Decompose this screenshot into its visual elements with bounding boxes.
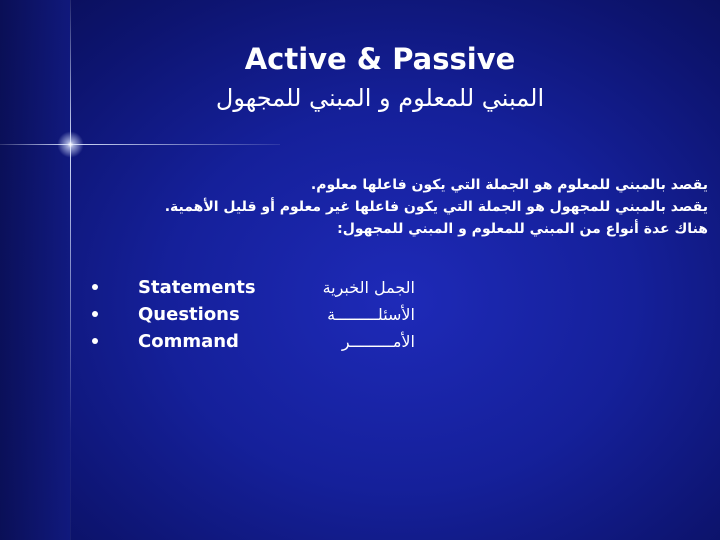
decorative-vertical-line	[70, 0, 71, 540]
list-item: الأمـــــــــر	[341, 332, 415, 351]
bullet-icon	[92, 284, 98, 290]
sparkle-icon	[55, 129, 86, 160]
list-item: Questions	[138, 304, 240, 325]
bullet-list-markers	[92, 274, 112, 344]
types-list-arabic	[300, 274, 415, 355]
decorative-left-band	[0, 0, 70, 540]
definition-passive: يقصد بالمبني للمجهول هو الجملة التي يكون فاعلها غير معلوم أو قليل الأهمية.	[164, 199, 708, 215]
definition-types-intro: هناك عدة أنواع من المبني للمعلوم و المبني للمجهول:	[337, 221, 708, 237]
list-item: Command	[138, 331, 239, 352]
list-item: Statements	[138, 277, 256, 298]
decorative-horizontal-line	[0, 144, 280, 145]
bullet-icon	[92, 338, 98, 344]
definition-active: يقصد بالمبني للمعلوم هو الجملة التي يكون فاعلها معلوم.	[310, 177, 708, 193]
definitions-block	[148, 174, 708, 240]
types-list-english	[138, 274, 318, 355]
list-item: الأسئلـــــــــة	[327, 305, 415, 324]
slide-title-arabic: المبني للمعلوم و المبني للمجهول	[215, 84, 545, 112]
bullet-icon	[92, 311, 98, 317]
list-item: الجمل الخبرية	[322, 278, 415, 297]
slide-title-english: Active & Passive	[244, 42, 516, 76]
